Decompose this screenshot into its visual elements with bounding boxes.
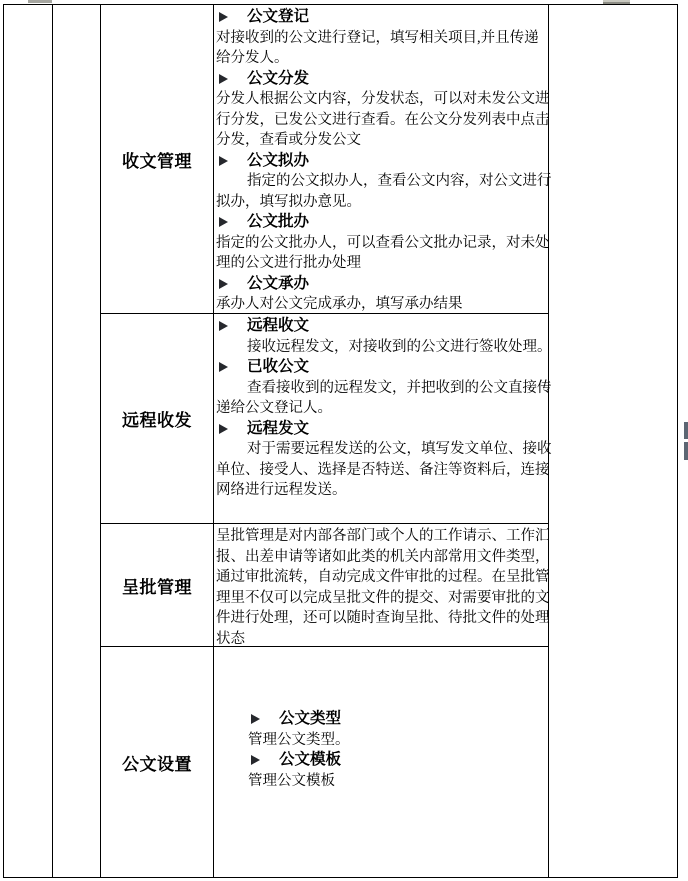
module-label: 远程收发 xyxy=(122,411,192,430)
feature-description-line: 行分发，已发公文进行查看。在公文分发列表中点击 xyxy=(216,111,550,128)
feature-title: 公文批办 xyxy=(247,213,310,230)
feature-description-line: 报、出差申请等诸如此类的机关内部常用文件类型， xyxy=(216,548,550,565)
module-content-cell xyxy=(213,313,552,524)
arrowhead-bullet-icon xyxy=(219,321,228,331)
arrowhead-bullet-icon xyxy=(251,714,260,724)
feature-title: 已收公文 xyxy=(247,358,310,375)
arrowhead-bullet-icon xyxy=(251,755,260,765)
feature-description-line: 对于需要远程发送的公文，填写发文单位、接收 xyxy=(247,441,552,457)
feature-description-line: 分发，查看或分发公文 xyxy=(216,132,361,148)
table-empty-column-right xyxy=(548,4,678,878)
feature-bullet-line xyxy=(248,750,548,771)
feature-description-line: 管理公文类型。 xyxy=(248,731,350,748)
module-label: 呈批管理 xyxy=(122,577,192,597)
table-empty-column-2 xyxy=(52,4,101,878)
arrowhead-bullet-icon xyxy=(219,279,228,289)
feature-description-line: 对接收到的公文进行登记，填写相关项目,并且传递 xyxy=(216,29,539,46)
module-label-cell xyxy=(100,646,214,878)
feature-description-line: 件进行处理，还可以随时查询呈批、待批文件的处理 xyxy=(216,610,550,626)
scrollbar-thumb[interactable] xyxy=(684,442,688,460)
feature-description-line: 指定的公文批办人，可以查看公文批办记录，对未处 xyxy=(216,234,550,251)
feature-description-line: 接收远程发文，对接收到的公文进行签收处理。 xyxy=(247,338,552,355)
arrowhead-bullet-icon xyxy=(219,74,228,84)
feature-bullet-line xyxy=(216,7,548,28)
arrowhead-bullet-icon xyxy=(219,424,228,434)
feature-description-line: 网络进行远程发送。 xyxy=(216,482,347,498)
module-label: 收文管理 xyxy=(122,151,192,171)
feature-title: 公文模板 xyxy=(279,751,342,768)
feature-bullet-line xyxy=(216,151,548,172)
module-content-cell xyxy=(213,4,552,314)
feature-description-line: 管理公文模板 xyxy=(248,772,335,789)
feature-description-line: 单位、接受人、选择是否特送、备注等资料后，连接 xyxy=(216,461,550,478)
feature-description-line: 通过审批流转，自动完成文件审批的过程。在呈批管 xyxy=(216,569,550,585)
feature-description-line: 状态 xyxy=(216,630,245,647)
feature-title: 公文拟办 xyxy=(247,151,310,169)
feature-bullet-line xyxy=(216,316,548,337)
feature-title: 远程发文 xyxy=(247,419,310,437)
feature-bullet-line xyxy=(216,212,548,233)
feature-title: 公文承办 xyxy=(247,274,310,292)
feature-description-line: 理里不仅可以完成呈批文件的提交、对需要审批的文 xyxy=(216,589,550,606)
feature-description-line: 呈批管理是对内部各部门或个人的工作请示、工作汇 xyxy=(216,528,550,544)
top-edge-fragment-icon xyxy=(28,0,52,3)
feature-bullet-line xyxy=(216,274,548,295)
module-content-cell xyxy=(213,646,549,878)
feature-description-line: 拟办，填写拟办意见。 xyxy=(216,193,361,210)
feature-description-line: 承办人对公文完成承办，填写承办结果 xyxy=(216,296,463,312)
feature-bullet-line xyxy=(216,69,548,90)
module-label: 公文设置 xyxy=(122,754,192,774)
feature-bullet-line xyxy=(248,709,548,730)
arrowhead-bullet-icon xyxy=(219,156,228,166)
feature-bullet-line xyxy=(216,357,548,378)
feature-title: 远程收文 xyxy=(247,317,310,334)
module-content-cell xyxy=(213,523,549,647)
module-label-cell xyxy=(100,4,214,314)
feature-title: 公文类型 xyxy=(279,710,342,727)
arrowhead-bullet-icon xyxy=(219,362,228,372)
feature-description-line: 理的公文进行批办处理 xyxy=(216,255,361,271)
module-label-cell xyxy=(100,313,214,524)
feature-title: 公文分发 xyxy=(247,69,310,87)
feature-title: 公文登记 xyxy=(247,8,310,25)
table-empty-column-1 xyxy=(3,4,53,878)
feature-description-line: 分发人根据公文内容，分发状态，可以对未发公文进 xyxy=(216,91,550,107)
feature-description-line: 给分发人。 xyxy=(216,50,289,66)
module-label-cell xyxy=(100,523,214,647)
scrollbar-thumb[interactable] xyxy=(684,422,688,439)
feature-description-line: 指定的公文拟办人，查看公文内容，对公文进行 xyxy=(247,173,552,189)
feature-bullet-line xyxy=(216,419,548,440)
arrowhead-bullet-icon xyxy=(219,217,228,227)
arrowhead-bullet-icon xyxy=(219,12,228,22)
feature-description-line: 递给公文登记人。 xyxy=(216,400,332,416)
feature-description-line: 查看接收到的远程发文，并把收到的公文直接传 xyxy=(247,379,552,396)
